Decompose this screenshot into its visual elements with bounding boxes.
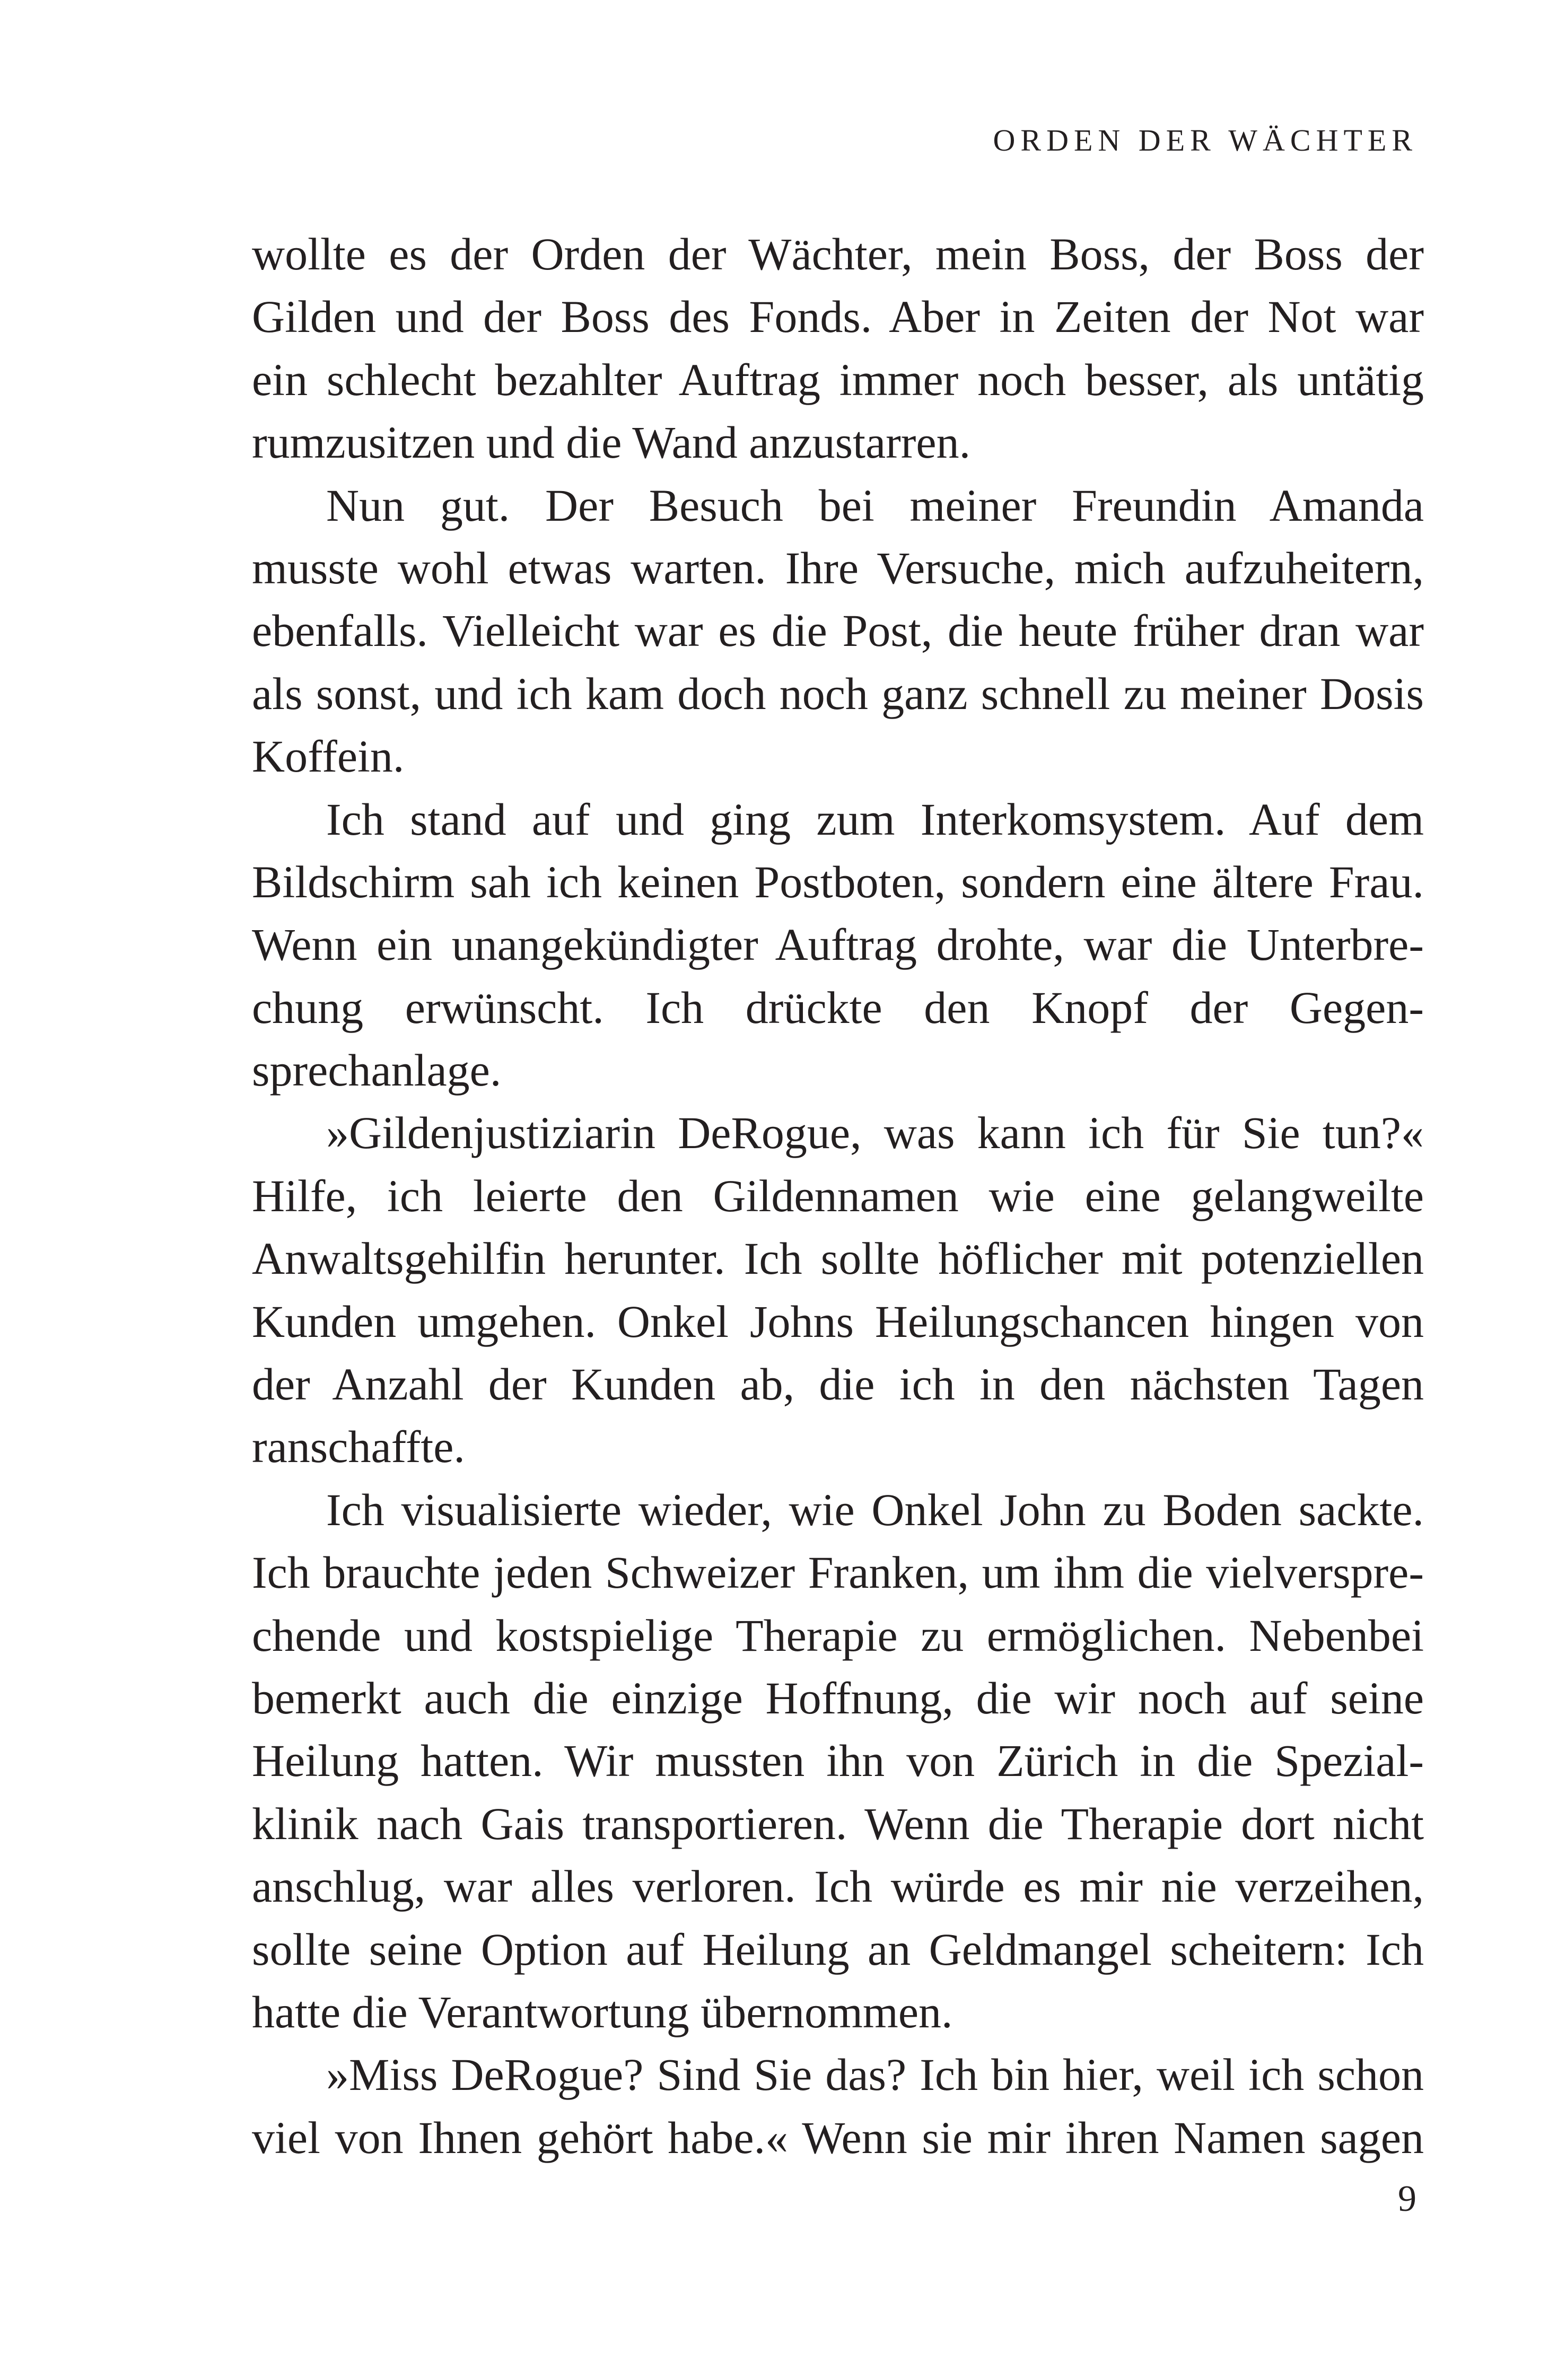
text-line: Kunden umgehen. Onkel Johns Heilungschancen hingen von bbox=[252, 1296, 1424, 1347]
text-line: ein schlecht bezahlter Auftrag immer noch besser, als untätig bbox=[252, 354, 1424, 405]
page-number: 9 bbox=[1398, 2178, 1416, 2219]
text-line: klinik nach Gais transportieren. Wenn die Therapie dort nicht bbox=[252, 1798, 1424, 1849]
text-line: Nun gut. Der Besuch bei meiner Freundin Amanda bbox=[326, 479, 1424, 531]
text-line: anschlug, war alles verloren. Ich würde es mir nie verzeihen, bbox=[252, 1861, 1424, 1912]
text-line: Gilden und der Boss des Fonds. Aber in Zeiten der Not war bbox=[252, 291, 1424, 343]
text-line: Koffein. bbox=[252, 731, 405, 782]
text-line: musste wohl etwas warten. Ihre Versuche, mich aufzuheitern, bbox=[252, 542, 1424, 593]
text-line: Wenn ein unangekündigter Auftrag drohte, war die Unterbre- bbox=[252, 919, 1424, 970]
text-line: Ich visualisierte wieder, wie Onkel John zu Boden sackte. bbox=[326, 1484, 1424, 1535]
text-line: sprechanlage. bbox=[252, 1045, 502, 1096]
text-line: Heilung hatten. Wir mussten ihn von Zürich in die Spezial- bbox=[252, 1735, 1424, 1787]
text-line: rumzusitzen und die Wand anzustarren. bbox=[252, 417, 971, 468]
text-line: chung erwünscht. Ich drückte den Knopf der Gegen- bbox=[252, 982, 1424, 1033]
text-line: Bildschirm sah ich keinen Postboten, sondern eine ältere Frau. bbox=[252, 856, 1424, 907]
text-line: ebenfalls. Vielleicht war es die Post, die heute früher dran war bbox=[252, 605, 1424, 657]
running-head: ORDEN DER WÄCHTER bbox=[993, 123, 1418, 158]
text-line: chende und kostspielige Therapie zu ermöglichen. Nebenbei bbox=[252, 1609, 1424, 1661]
text-line: als sonst, und ich kam doch noch ganz schnell zu meiner Dosis bbox=[252, 668, 1424, 719]
text-line: »Gildenjustiziarin DeRogue, was kann ich für Sie tun?« bbox=[326, 1107, 1424, 1159]
text-line: der Anzahl der Kunden ab, die ich in den nächsten Tagen bbox=[252, 1359, 1424, 1410]
text-line: »Miss DeRogue? Sind Sie das? Ich bin hier, weil ich schon bbox=[326, 2049, 1424, 2101]
text-line: viel von Ihnen gehört habe.« Wenn sie mir ihren Namen sagen bbox=[252, 2112, 1424, 2163]
text-line: Hilfe, ich leierte den Gildennamen wie eine gelangweilte bbox=[252, 1170, 1424, 1221]
text-line: wollte es der Orden der Wächter, mein Boss, der Boss der bbox=[252, 229, 1424, 279]
text-line: hatte die Verantwortung übernommen. bbox=[252, 1986, 953, 2037]
text-line: Ich stand auf und ging zum Interkomsystem. Auf dem bbox=[326, 793, 1424, 845]
text-line: sollte seine Option auf Heilung an Geldmangel scheitern: Ich bbox=[252, 1923, 1424, 1975]
text-line: Anwaltsgehilfin herunter. Ich sollte höflicher mit potenziellen bbox=[252, 1233, 1424, 1284]
text-line: ranschaffte. bbox=[252, 1421, 465, 1473]
text-line: Ich brauchte jeden Schweizer Franken, um ihm die vielverspre- bbox=[252, 1547, 1424, 1598]
body-text bbox=[252, 223, 1424, 2169]
text-line: bemerkt auch die einzige Hoffnung, die wir noch auf seine bbox=[252, 1672, 1424, 1723]
